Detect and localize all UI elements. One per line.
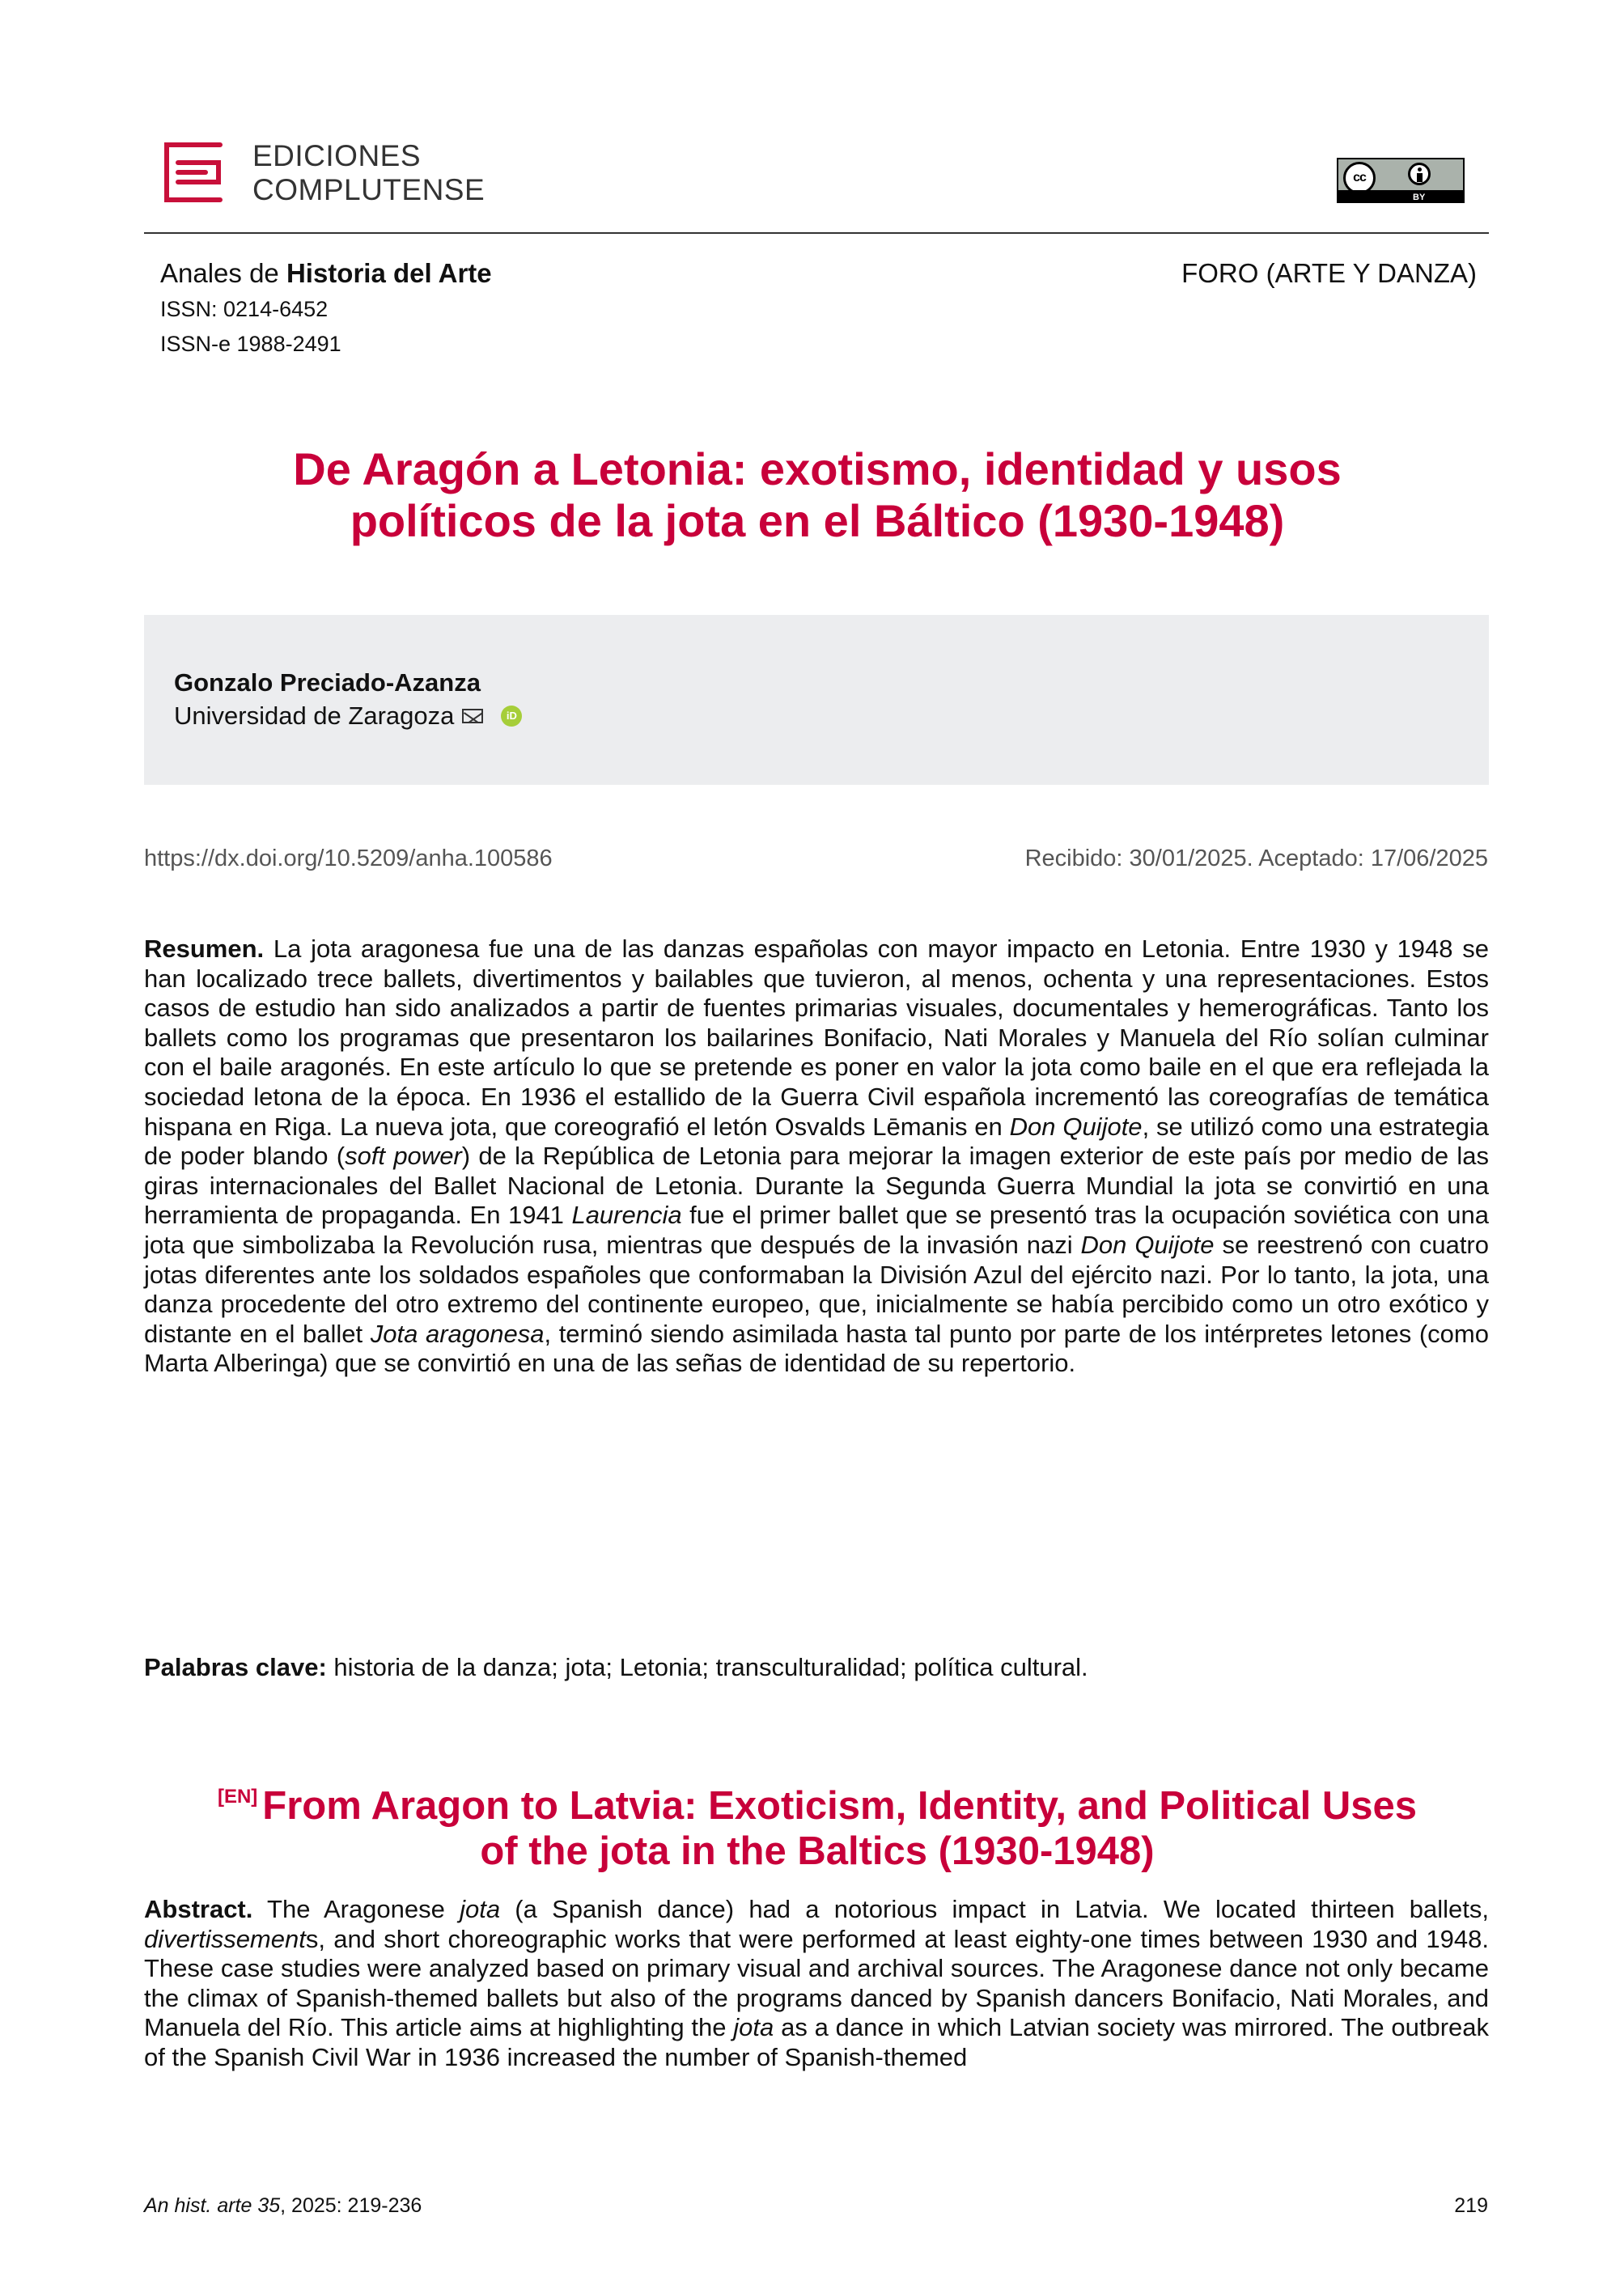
affiliation-text: Universidad de Zaragoza xyxy=(174,701,455,730)
abstract-italic: jota xyxy=(460,1895,501,1923)
creative-commons-icon: cc xyxy=(1343,162,1376,194)
keywords-list: historia de la danza; jota; Letonia; transculturalidad; política cultural. xyxy=(326,1653,1088,1681)
resumen-label: Resumen. xyxy=(144,935,265,963)
article-title-line-2: políticos de la jota en el Báltico (1930-1948) xyxy=(350,495,1285,546)
publisher-name xyxy=(252,139,485,207)
doi-link[interactable]: https://dx.doi.org/10.5209/anha.100586 xyxy=(144,846,553,871)
resumen-text: , terminó siendo asimilada hasta tal punto por parte de los intérpretes letones (como Marta Alberinga) que se convirtió en una de las señas de identidad de su repertorio. xyxy=(144,1319,1489,1378)
header-divider xyxy=(144,232,1489,234)
resumen-text: La jota aragonesa fue una de las danzas españolas con mayor impacto en Letonia. Entre 1930 y 1948 se han localizado trece ballets, divertimentos y bailables que tuvieron, al menos, ochenta y una representaciones. Estos casos de estudio han sido analizados a partir de fuentes primarias visuales, documentales y hemerográficas. Tanto los ballets como los programas que presentaron los bailarines Bonifacio, Nati Morales y Manuela del Río solían culminar con el baile aragonés. En este artículo lo que se pretende es poner en valor la jota como baile en el que era reflejada la sociedad letona de la época. En 1936 el estallido de la Guerra Civil española incrementó las coreografías de temática hispana en Riga. La nueva jota, que coreografió el letón Osvalds Lēmanis en xyxy=(144,935,1489,1141)
journal-name xyxy=(160,257,492,290)
abstract-italic: divertissement xyxy=(144,1924,306,1953)
ediciones-complutense-logo-icon xyxy=(162,142,223,203)
abstract-text: as a dance in which Latvian society was mirrored. The outbreak of the Spanish Civil War in 1936 increased the number of Spanish-themed xyxy=(144,2013,1490,2071)
resumen-italic: soft power xyxy=(345,1142,462,1171)
abstract-italic: jota xyxy=(733,2013,774,2042)
keywords xyxy=(144,1653,1489,1682)
orcid-icon[interactable]: iD xyxy=(501,706,522,727)
english-title xyxy=(146,1774,1489,1874)
attribution-person-icon xyxy=(1408,163,1431,185)
abstract-text: The Aragonese xyxy=(252,1895,460,1923)
abstract-label: Abstract. xyxy=(144,1895,253,1923)
citation-journal: An hist. arte 35 xyxy=(144,2194,281,2217)
email-icon[interactable] xyxy=(462,709,483,723)
citation-pages: , 2025: 219-236 xyxy=(280,2194,422,2217)
author-info-box xyxy=(144,615,1489,785)
cc-by-license-badge[interactable] xyxy=(1337,158,1465,203)
language-tag: [EN] xyxy=(217,1786,258,1808)
resumen-italic: Don Quijote xyxy=(1009,1112,1143,1141)
journal-name-bold: Historia del Arte xyxy=(286,258,492,288)
resumen-italic: Laurencia xyxy=(571,1201,682,1230)
english-title-line-2: of the jota in the Baltics (1930-1948) xyxy=(480,1829,1155,1873)
abstract-text: (a Spanish dance) had a notorious impact in Latvia. We located thirteen ballets, xyxy=(500,1895,1490,1923)
issn-electronic: ISSN-e 1988-2491 xyxy=(160,332,341,356)
license-band xyxy=(1338,190,1463,201)
resumen-paragraph xyxy=(144,935,1489,1379)
keywords-label: Palabras clave: xyxy=(144,1653,327,1681)
resumen-italic: Don Quijote xyxy=(1080,1230,1215,1259)
license-by-label: BY xyxy=(1413,193,1426,202)
publisher-line-2: COMPLUTENSE xyxy=(252,173,486,206)
resumen-text: fue el primer ballet que se presentó tras la ocupación soviética con una jota que simbolizaba la Revolución rusa, mientras que después de la invasión nazi xyxy=(144,1201,1489,1259)
author-affiliation xyxy=(174,701,522,731)
resumen-text: ) de la República de Letonia para mejorar la imagen exterior de este país por medio de las giras internacionales del Ballet Nacional de Letonia. Durante la Segunda Guerra Mundial la jota se convirtió en una herramienta de propaganda. En 1941 xyxy=(144,1142,1490,1230)
section-label: FORO (ARTE Y DANZA) xyxy=(1181,258,1477,288)
english-title-line-1: From Aragon to Latvia: Exoticism, Identity, and Political Uses xyxy=(262,1784,1418,1828)
article-title xyxy=(146,443,1489,547)
resumen-italic: Jota aragonesa xyxy=(370,1319,545,1348)
resumen-text: se reestrenó con cuatro jotas diferentes ante los soldados españoles que conformaban la División Azul del ejército nazi. Por lo tanto, la jota, una danza procedente del otro extremo del continente europeo, que, inicialmente se había percibido como un otro exótico y distante en el ballet xyxy=(144,1230,1489,1348)
resumen-text: , se utilizó como una estrategia de poder blando ( xyxy=(144,1112,1490,1171)
article-title-line-1: De Aragón a Letonia: exotismo, identidad y usos xyxy=(293,443,1342,494)
page-number: 219 xyxy=(1454,2194,1488,2217)
issn: ISSN: 0214-6452 xyxy=(160,297,329,321)
abstract-text: s, and short choreographic works that were performed at least eighty-one times between 1930 and 1948. These case studies were analyzed based on primary visual and archival sources. The Aragonese dance not only became the climax of Spanish-themed ballets but also of the programs danced by Spanish dancers Bonifacio, Nati Morales, and Manuela del Río. This article aims at highlighting the xyxy=(144,1924,1489,2042)
citation-footer xyxy=(144,2194,422,2218)
received-accepted-dates: Recibido: 30/01/2025. Aceptado: 17/06/2025 xyxy=(1024,846,1488,871)
publisher-line-1: EDICIONES xyxy=(252,139,422,172)
author-name: Gonzalo Preciado-Azanza xyxy=(174,668,481,697)
abstract-paragraph xyxy=(144,1895,1489,2073)
journal-name-prefix: Anales de xyxy=(160,258,286,288)
